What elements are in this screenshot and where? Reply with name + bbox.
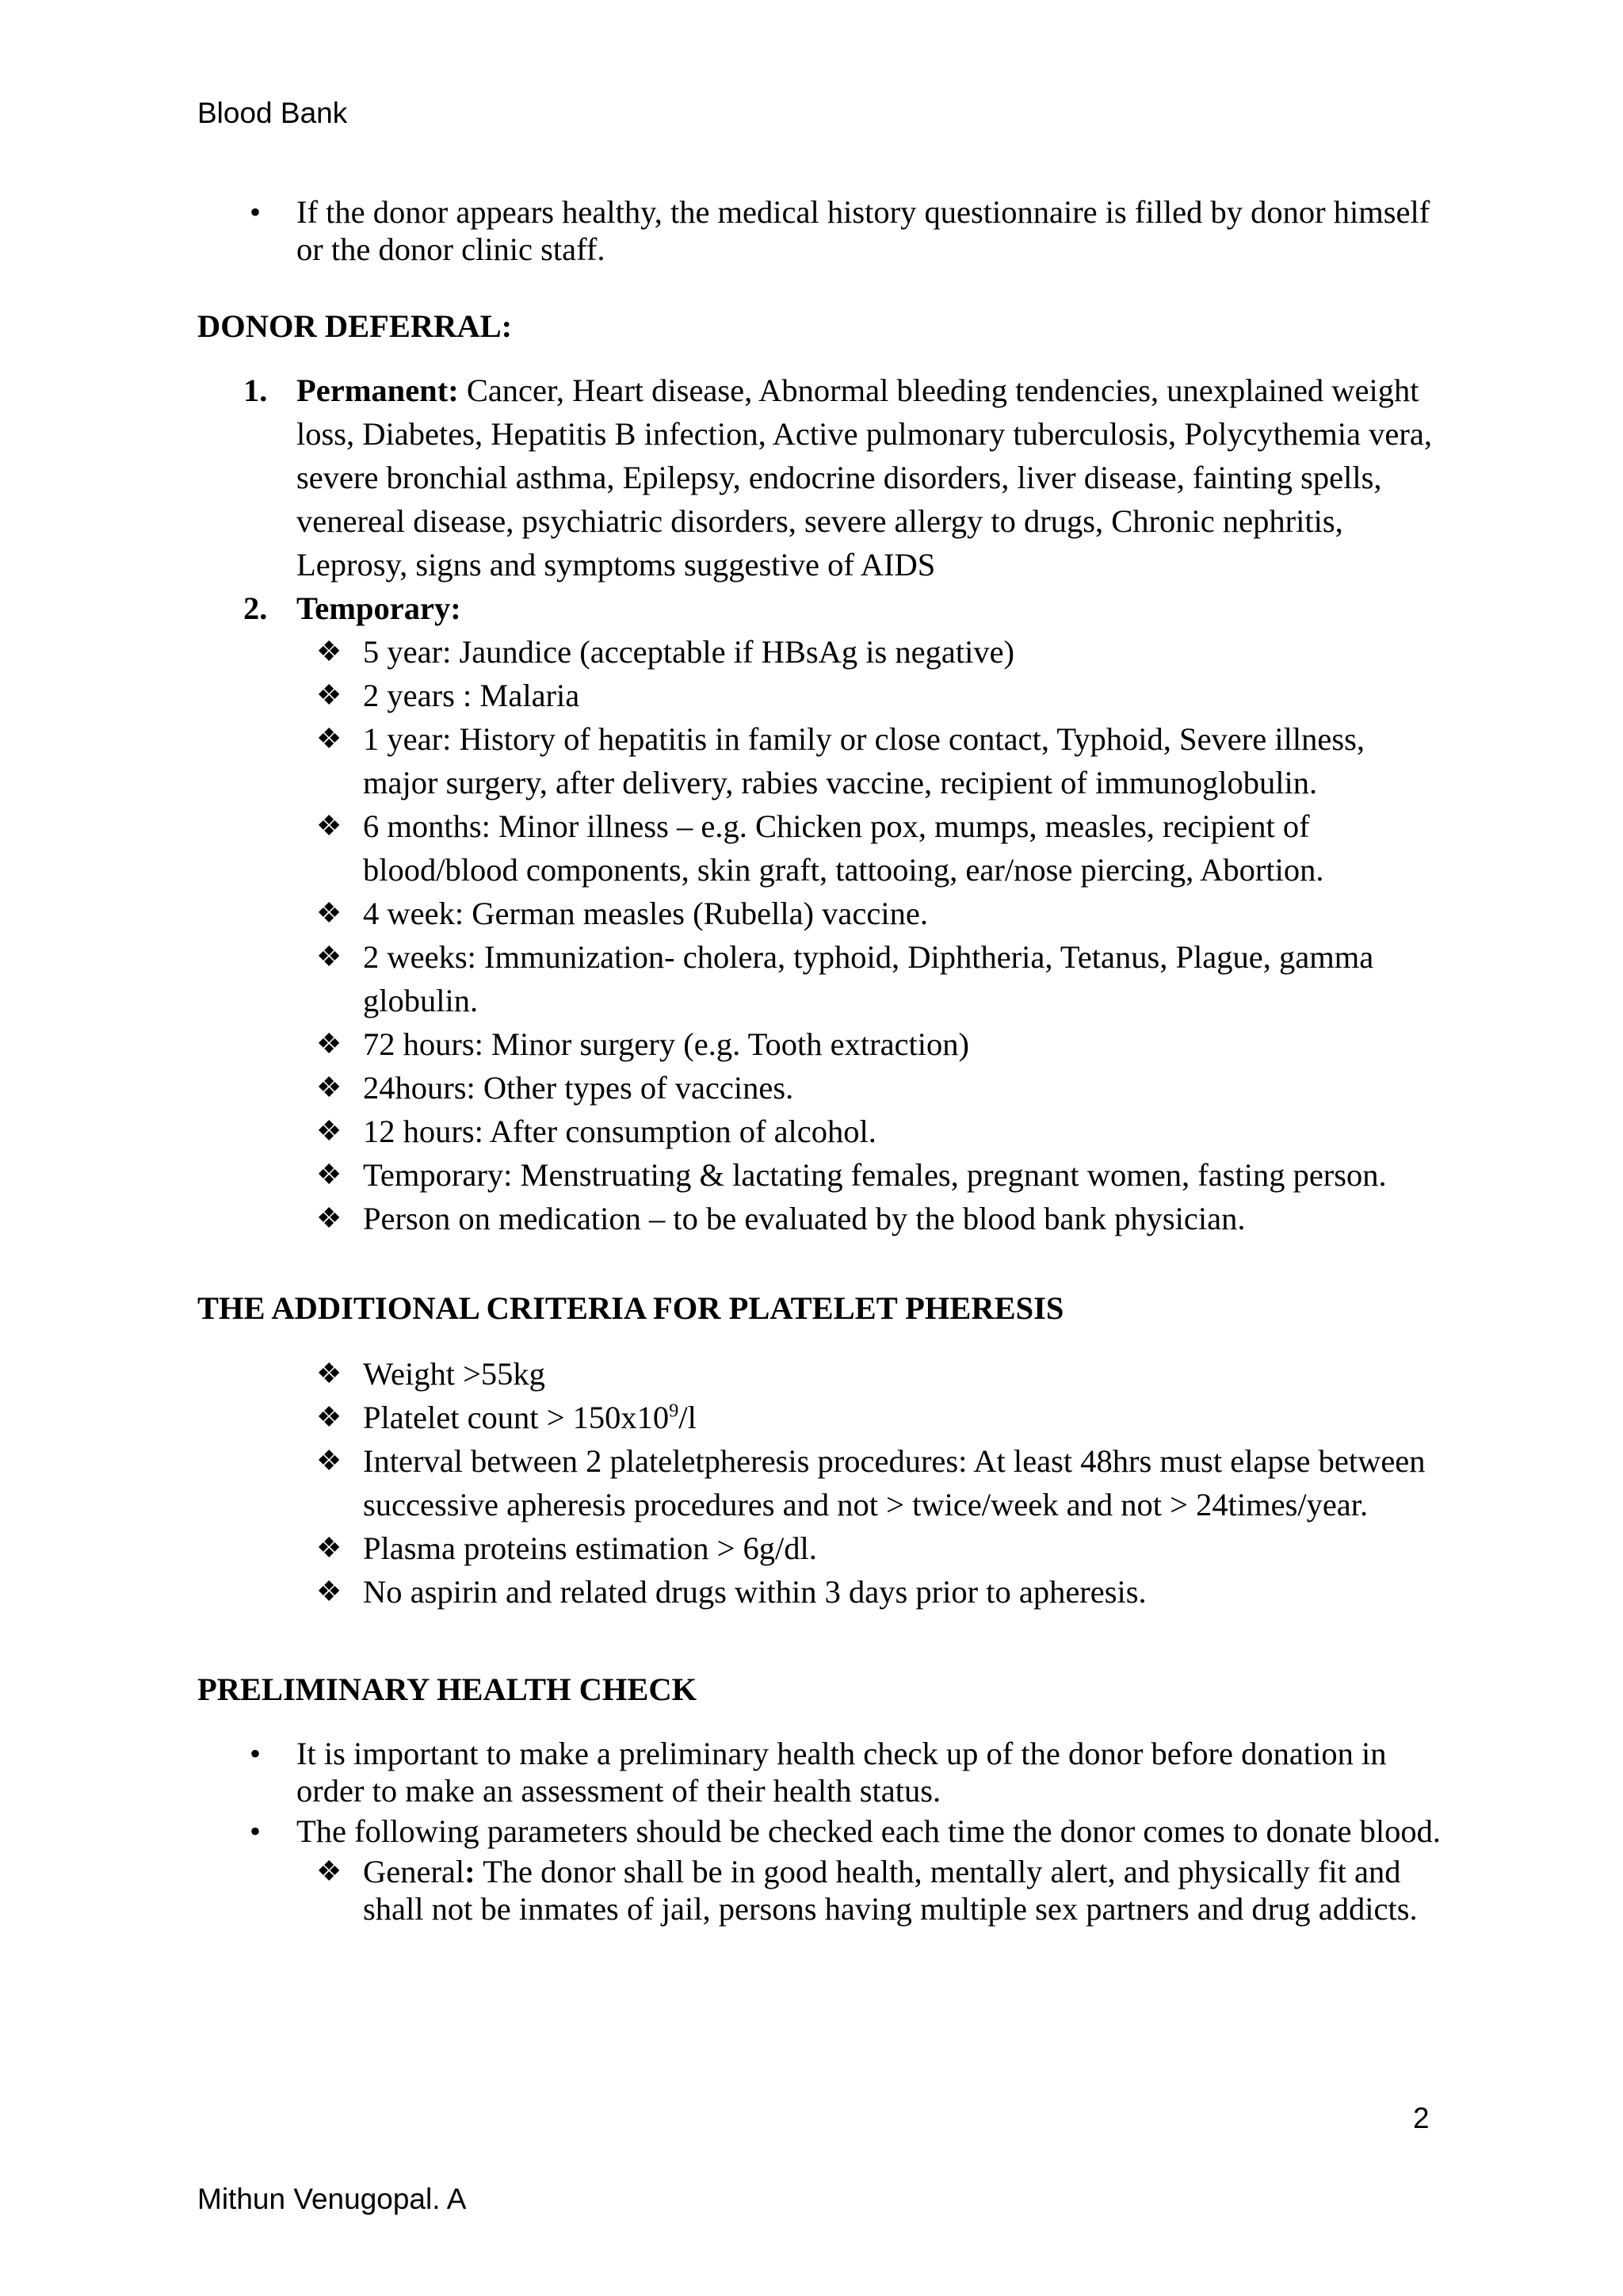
intro-bullet-list: [197, 193, 1442, 268]
temporary-label: Temporary:: [296, 590, 461, 626]
general-label: General: [363, 1854, 465, 1889]
list-item: ❖ 5 year: Jaundice (acceptable if HBsAg is negative): [197, 630, 1442, 674]
section-heading-platelet-pheresis: THE ADDITIONAL CRITERIA FOR PLATELET PHERESIS: [197, 1290, 1064, 1326]
list-item: ❖ 2 years : Malaria: [197, 674, 1442, 717]
list-item: ❖ 4 week: German measles (Rubella) vaccine.: [197, 892, 1442, 935]
section-heading-donor-deferral: DONOR DEFERRAL:: [197, 308, 513, 344]
list-number: 1.: [243, 372, 268, 408]
list-item: ❖ 12 hours: After consumption of alcohol.: [197, 1110, 1442, 1153]
list-item: ❖ Person on medication – to be evaluated by the blood bank physician.: [197, 1197, 1442, 1240]
list-item: • It is important to make a preliminary health check up of the donor before donation in order to make an assessment of their health status.: [197, 1735, 1442, 1809]
permanent-label: Permanent:: [296, 372, 459, 408]
list-item: [197, 1853, 1442, 1927]
list-item: ❖ 72 hours: Minor surgery (e.g. Tooth extraction): [197, 1022, 1442, 1066]
list-item: ❖ No aspirin and related drugs within 3 days prior to apheresis.: [197, 1570, 1442, 1614]
footer-author: Mithun Venugopal. A: [197, 2183, 467, 2215]
list-item: ❖ Interval between 2 plateletpheresis procedures: At least 48hrs must elapse between successive apheresis procedures and not > twice/week and not > 24times/year.: [197, 1439, 1442, 1526]
list-item: ❖ 6 months: Minor illness – e.g. Chicken pox, mumps, measles, recipient of blood/blood components, skin graft, tattooing, ear/nose piercing, Abortion.: [197, 804, 1442, 892]
list-item: ❖ Plasma proteins estimation > 6g/dl.: [197, 1526, 1442, 1570]
document-body: [197, 193, 1442, 1927]
list-item: ❖ 24hours: Other types of vaccines.: [197, 1066, 1442, 1110]
deferral-permanent-item: [197, 369, 1442, 586]
bullet-text: The following parameters should be checked each time the donor comes to donate blood.: [296, 1813, 1442, 1849]
list-item: [197, 1813, 1442, 1850]
running-header: Blood Bank: [197, 97, 348, 129]
intro-bullet: • If the donor appears healthy, the medical history questionnaire is filled by donor himself or the donor clinic staff.: [197, 193, 1442, 268]
list-item: ❖ 2 weeks: Immunization- cholera, typhoid, Diphtheria, Tetanus, Plague, gamma globulin.: [197, 935, 1442, 1022]
platelet-criteria-list: [197, 1352, 1442, 1614]
platelet-count-exponent: 9: [669, 1400, 679, 1422]
general-criteria-list: [197, 1853, 1442, 1927]
temporary-deferral-list: [197, 630, 1442, 1240]
page-number: 2: [1413, 2102, 1430, 2134]
list-item: [197, 1396, 1442, 1439]
general-text: The donor shall be in good health, mentally alert, and physically fit and shall not be inmates of jail, persons having multiple sex partners and drug addicts.: [363, 1854, 1418, 1927]
list-item: ❖ Weight >55kg: [197, 1352, 1442, 1396]
platelet-count-text: Platelet count > 150x10: [363, 1400, 670, 1435]
list-item: ❖ 1 year: History of hepatitis in family or close contact, Typhoid, Severe illness, major surgery, after delivery, rabies vaccine, recipient of immunoglobulin.: [197, 717, 1442, 804]
deferral-numbered-list: [197, 369, 1442, 630]
deferral-temporary-item: [197, 586, 1442, 630]
platelet-count-unit: /l: [678, 1400, 697, 1435]
section-heading-preliminary-health-check: PRELIMINARY HEALTH CHECK: [197, 1671, 697, 1707]
general-colon: :: [464, 1854, 475, 1889]
health-check-bullet-list: [197, 1735, 1442, 1850]
list-item: ❖ Temporary: Menstruating & lactating females, pregnant women, fasting person.: [197, 1153, 1442, 1197]
permanent-text: Cancer, Heart disease, Abnormal bleeding tendencies, unexplained weight loss, Diabetes, Hepatitis B infection, Active pulmonary tuberculosis, Polycythemia vera, severe bronchial asthma, Epilepsy, endocrine disorders, liver disease, fainting spells, venereal disease, psychiatric disorders, severe allergy to drugs, Chronic nephritis, Leprosy, signs and symptoms suggestive of AIDS: [296, 372, 1432, 583]
list-number: 2.: [243, 590, 268, 626]
